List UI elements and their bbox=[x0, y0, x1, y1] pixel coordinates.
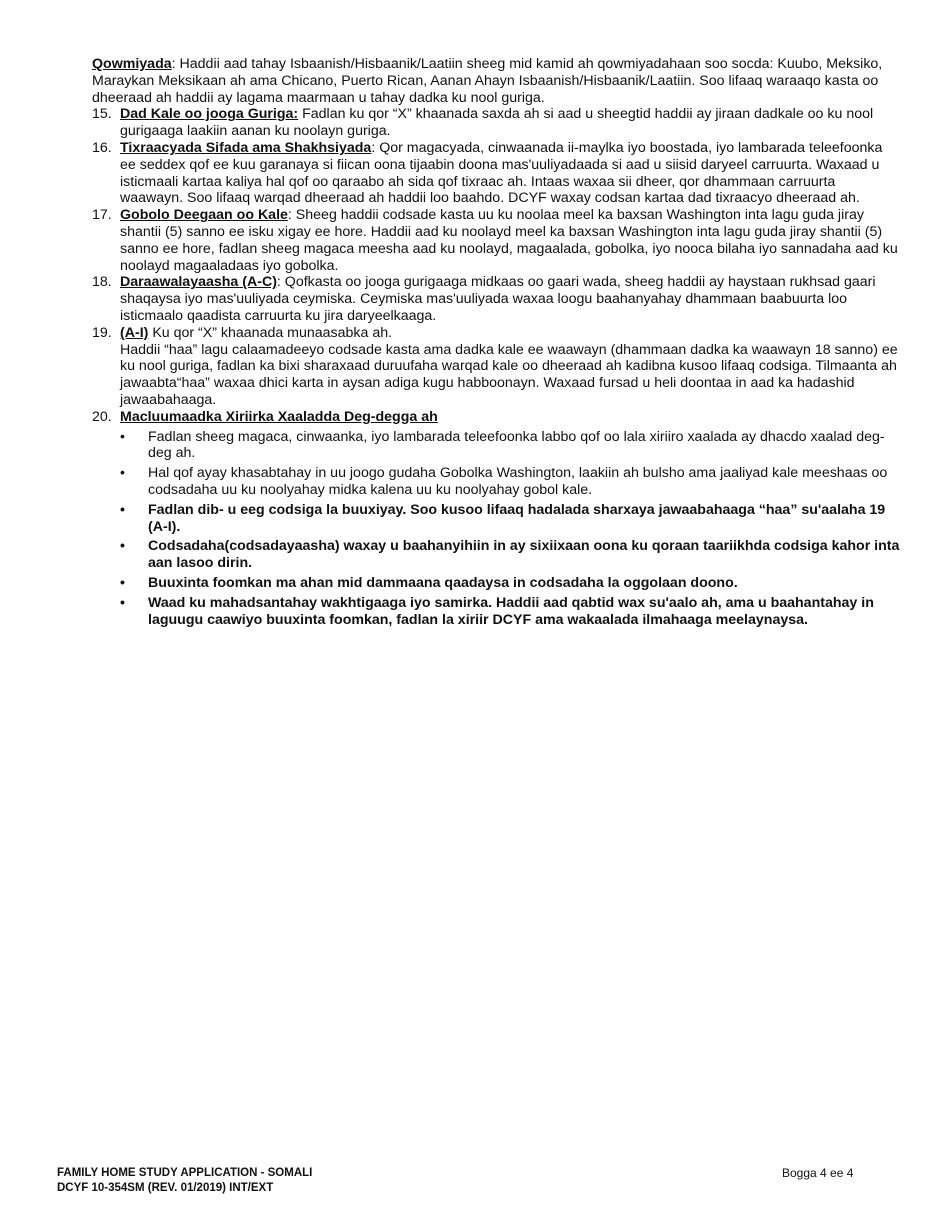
bullet-text: Fadlan dib- u eeg codsiga la buuxiyay. Soo kusoo lifaaq hadalada sharxaya jawaabahaaga “haa” su'aalaha 19 (A-I). bbox=[148, 501, 886, 535]
bullet-item bbox=[92, 575, 902, 592]
form-footer bbox=[57, 1166, 312, 1195]
item-number: 18. bbox=[92, 274, 112, 291]
bullet-icon: • bbox=[120, 538, 125, 555]
form-title: FAMILY HOME STUDY APPLICATION - SOMALI bbox=[57, 1167, 313, 1179]
item-number: 15. bbox=[92, 106, 112, 123]
item-title: Daraawalayaasha (A-C) bbox=[120, 274, 277, 291]
intro-paragraph bbox=[92, 56, 902, 106]
item-19 bbox=[92, 325, 902, 409]
item-title: Tixraacyada Sifada ama Shakhsiyada bbox=[120, 139, 372, 156]
item-text: Fadlan ku qor “X” khaanada saxda ah si aad u sheegtid haddii ay jiraan dadkale oo ku nool gurigaaga laakiin aanan ku noolayn guriga. bbox=[120, 106, 874, 140]
item-number: 19. bbox=[92, 324, 112, 341]
item-title: Dad Kale oo jooga Guriga: bbox=[120, 106, 299, 123]
form-number: DCYF 10-354SM (REV. 01/2019) INT/EXT bbox=[57, 1181, 274, 1194]
bullet-icon: • bbox=[120, 574, 125, 591]
emergency-contact-bullets bbox=[92, 429, 902, 629]
item-number: 16. bbox=[92, 139, 112, 156]
intro-colon: : bbox=[171, 56, 176, 72]
item-number: 20. bbox=[92, 408, 112, 425]
intro-text: Haddii aad tahay Isbaanish/Hisbaanik/Laatiin sheeg mid kamid ah qowmiyadahaan soo socda: Kuubo, Meksiko, Maraykan Meksikaan ah ama Chicano, Puerto Rican, Aanan Ahayn Isbaanish/Hisbaanik/Laatiin. Soo lifaaq waraaqo kasta oo dheeraad ah haddii ay lagama maarmaan u tahay dadka ku nool guriga. bbox=[92, 56, 883, 106]
item-title: Gobolo Deegaan oo Kale bbox=[120, 207, 288, 224]
item-16 bbox=[92, 140, 902, 207]
bullet-text: Hal qof ayay khasabtahay in uu joogo gudaha Gobolka Washington, laakiin ah bulsho ama jaaliyad kale meeshaas oo codsadaha uu ku noolyahay midka kalena uu ku noolyahay gobol kale. bbox=[148, 465, 888, 498]
bullet-text: Fadlan sheeg magaca, cinwaanka, iyo lambarada teleefoonka labbo qof oo lala xiriiro xaalada ay dhacdo xaalad deg-deg ah. bbox=[148, 428, 885, 462]
bullet-item bbox=[92, 465, 902, 499]
bullet-item bbox=[92, 429, 902, 463]
item-title: Macluumaadka Xiriirka Xaaladda Deg-degga ah bbox=[120, 408, 438, 425]
bullet-text: Buuxinta foomkan ma ahan mid dammaana qaadaysa in codsadaha la oggolaan doono. bbox=[148, 574, 738, 591]
item-text: : Qor magacyada, cinwaanada ii-maylka iyo boostada, iyo lambarada teleefoonka ee seddex qof ee kuu garanaya si fiican oona tijaabin doona mas'uuliyadaada si aad u siisid daryeel carruurta. Waxaad u isticmaali kartaa kaliya hal qof oo qaraabo ah sida qof tixraac ah. Intaas waxaa sii dheer, qor dhammaan carruurta waawayn. Soo lifaaq warqad dheeraad ah haddii loo baahdo. DCYF waxay codsan kartaa dad tixraacyo dheeraad ah. bbox=[120, 139, 883, 207]
document-body bbox=[92, 56, 902, 628]
bullet-item bbox=[92, 595, 902, 629]
item-15 bbox=[92, 106, 902, 140]
bullet-icon: • bbox=[120, 428, 125, 445]
intro-label: Qowmiyada bbox=[92, 56, 172, 72]
item-text: : Sheeg haddii codsade kasta uu ku noolaa meel ka baxsan Washington inta lagu guda jiray shantii (5) sanno ee isku xigay ee hore. Haddii aad ku noolayd meel ka baxsan Washington inta lagu guda jiray shantii (5) sanno ee hore, fadlan sheeg magaca meesha aad ku noolayd, magaalada, gobolka, iyo nooca bilaha iyo sannadaha aad ku noolayd magaaladaas iyo gobolka. bbox=[120, 207, 898, 274]
item-number: 17. bbox=[92, 207, 112, 224]
bullet-text: Codsadaha(codsadayaasha) waxay u baahanyihiin in ay sixiixaan oona ku qoraan taariikhda codsiga kahor inta aan lasoo dirin. bbox=[148, 538, 900, 572]
bullet-icon: • bbox=[120, 594, 125, 611]
item-title: (A-I) bbox=[120, 324, 149, 341]
bullet-icon: • bbox=[120, 465, 125, 482]
item-extra-paragraph: Haddii “haa” lagu calaamadeeyo codsade kasta ama dadka kale ee waawayn (dhammaan dadka ka waawayn 18 sanno) ee ku nool guriga, fadlan ka bixi sharaxaad duruufaha warqad kale oo dheeraad ah kadibna kusoo lifaaq codsiga. Tilmaanta ah jawaabta“haa” waxaa dhici karta in aysan adiga kugu habboonayn. Waxaad fursad u heli doontaa in aad ka hadashid jawaabahaaga. bbox=[120, 341, 898, 408]
bullet-item bbox=[92, 502, 902, 536]
item-18 bbox=[92, 274, 902, 324]
bullet-item bbox=[92, 538, 902, 572]
bullet-icon: • bbox=[120, 501, 125, 518]
page-number: Bogga 4 ee 4 bbox=[782, 1166, 854, 1180]
item-17 bbox=[92, 207, 902, 274]
item-text: : Qofkasta oo jooga gurigaaga midkaas oo gaari wada, sheeg haddii ay haystaan rukhsad gaari shaqaysa iyo mas'uuliyada ceymiska. Ceymiska mas'uuliyada waxaa loogu baahanyahay dhammaan baabuurta loo isticmaalo qaadista carruurta ku jira daryeelkaaga. bbox=[120, 274, 876, 324]
item-text: Ku qor “X” khaanada munaasabka ah. bbox=[148, 324, 393, 341]
item-20 bbox=[92, 409, 902, 426]
bullet-text: Waad ku mahadsantahay wakhtigaaga iyo samirka. Haddii aad qabtid wax su'aalo ah, ama u baahantahay in laguugu caawiyo buuxinta foomkan, fadlan la xiriir DCYF ama wakaalada ilmahaaga meelaynaysa. bbox=[148, 594, 874, 628]
